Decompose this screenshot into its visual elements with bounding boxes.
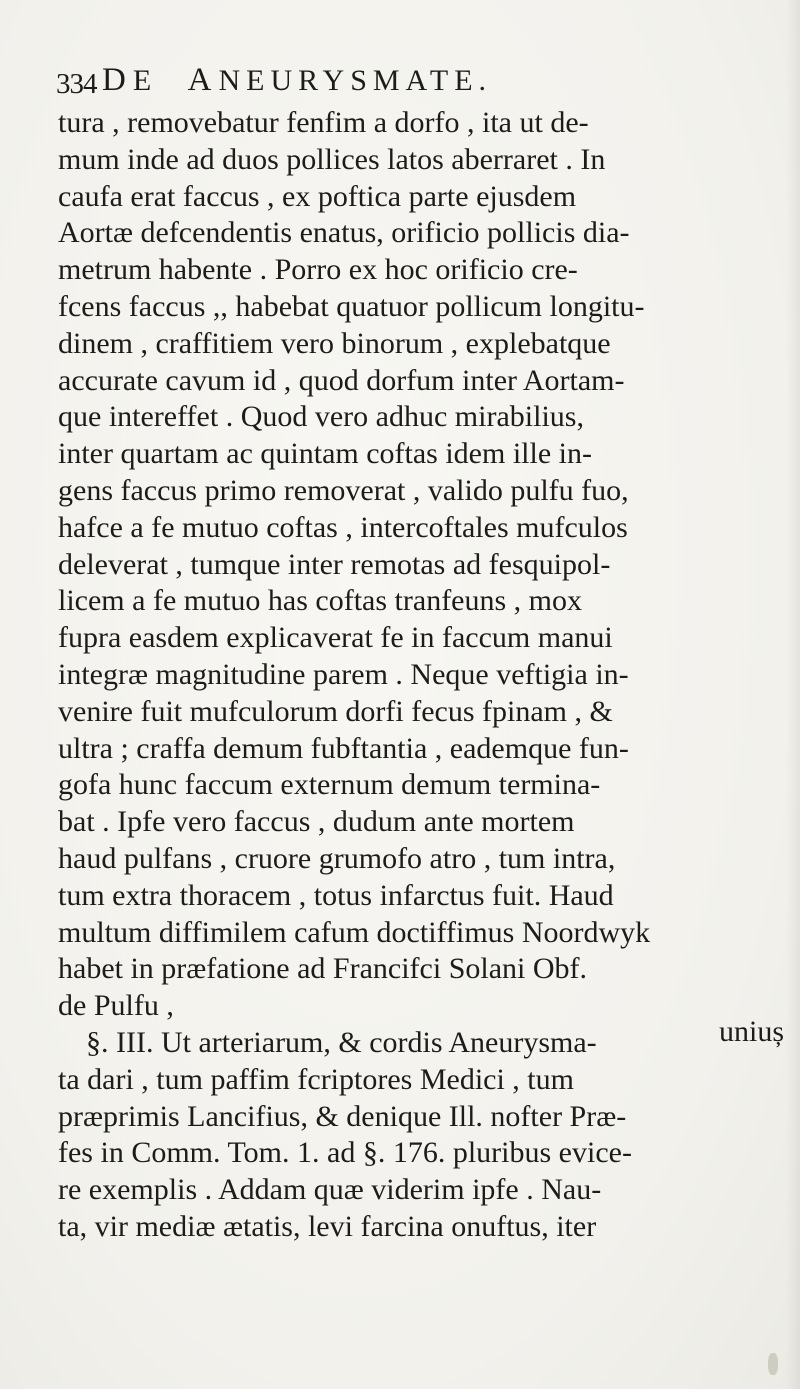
- running-title: [102, 62, 492, 99]
- text-line: inter quartam ac quintam coftas idem ille in-: [58, 437, 592, 471]
- text-line: deleverat , tumque inter remotas ad fesquipol-: [58, 547, 611, 581]
- body-text: [58, 105, 794, 1246]
- text-line: de Pulfu ,: [58, 989, 174, 1023]
- text-line: metrum habente . Porro ex hoc orificio cre-: [58, 253, 578, 287]
- text-line: fcens faccus ,, habebat quatuor pollicum longitu-: [58, 289, 645, 323]
- running-title-de-initial: D: [102, 62, 133, 98]
- text-line: habet in præfatione ad Francifci Solani Obf.: [58, 952, 588, 986]
- text-line: tum extra thoracem , totus infarctus fuit. Haud: [58, 878, 614, 912]
- text-line: accurate cavum id , quod dorfum inter Aortam-: [58, 363, 625, 397]
- text-line: tura , removebatur fenfim a dorfo , ita ut de-: [58, 106, 589, 139]
- page-number: 334: [56, 68, 97, 100]
- text-line: ultra ; craffa demum fubftantia , eademque fun-: [58, 731, 629, 765]
- text-line: mum inde ad duos pollices latos aberraret . In: [58, 142, 606, 176]
- running-header: [56, 60, 756, 102]
- text-line: præprimis Lancifius, & denique Ill. nofter Præ-: [58, 1099, 627, 1133]
- text-line: gofa hunc faccum externum demum termina-: [58, 768, 601, 802]
- text-line: bat . Ipfe vero faccus , dudum ante mortem: [58, 805, 575, 839]
- section-heading-line: §. III. Ut arteriarum, & cordis Aneurysma-: [86, 1025, 597, 1059]
- text-line: ta dari , tum paffim fcriptores Medici , tum: [58, 1062, 574, 1096]
- text-line: re exemplis . Addam quæ viderim ipfe . Nau-: [58, 1173, 602, 1207]
- running-title-main-rest: NEURYSMATE.: [218, 64, 493, 97]
- text-line: multum diffimilem cafum doctiffimus Noordwyk: [58, 915, 651, 949]
- text-line: hafce a fe mutuo coftas , intercoftales mufculos: [58, 510, 628, 544]
- text-line: fupra easdem explicaverat fe in faccum manui: [58, 621, 613, 655]
- text-line: fes in Comm. Tom. 1. ad §. 176. pluribus evice-: [58, 1136, 632, 1170]
- text-line: licem a fe mutuo has coftas tranfeuns , mox: [58, 584, 583, 618]
- text-line: Aortæ defcendentis enatus, orificio pollicis dia-: [58, 216, 630, 250]
- text-line: que intereffet . Quod vero adhuc mirabilius,: [58, 400, 584, 434]
- text-line: integræ magnitudine parem . Neque veftigia in-: [58, 657, 629, 691]
- catchword: uniuș: [718, 1015, 784, 1048]
- text-line: haud pulfans , cruore grumofo atro , tum intra,: [58, 841, 616, 875]
- text-line: dinem , craffitiem vero binorum , explebatque: [58, 326, 611, 360]
- running-title-de-rest: E: [132, 64, 158, 97]
- running-title-main-initial: A: [187, 62, 219, 98]
- text-line: ta, vir mediæ ætatis, levi farcina onuftus, iter: [58, 1209, 597, 1243]
- text-line: caufa erat faccus , ex poftica parte ejusdem: [58, 179, 577, 213]
- text-line: gens faccus primo removerat , valido pulfu fuo,: [58, 473, 629, 507]
- ink-smudge: [768, 1353, 778, 1375]
- text-line: venire fuit mufculorum dorfi fecus fpinam , &: [58, 694, 613, 728]
